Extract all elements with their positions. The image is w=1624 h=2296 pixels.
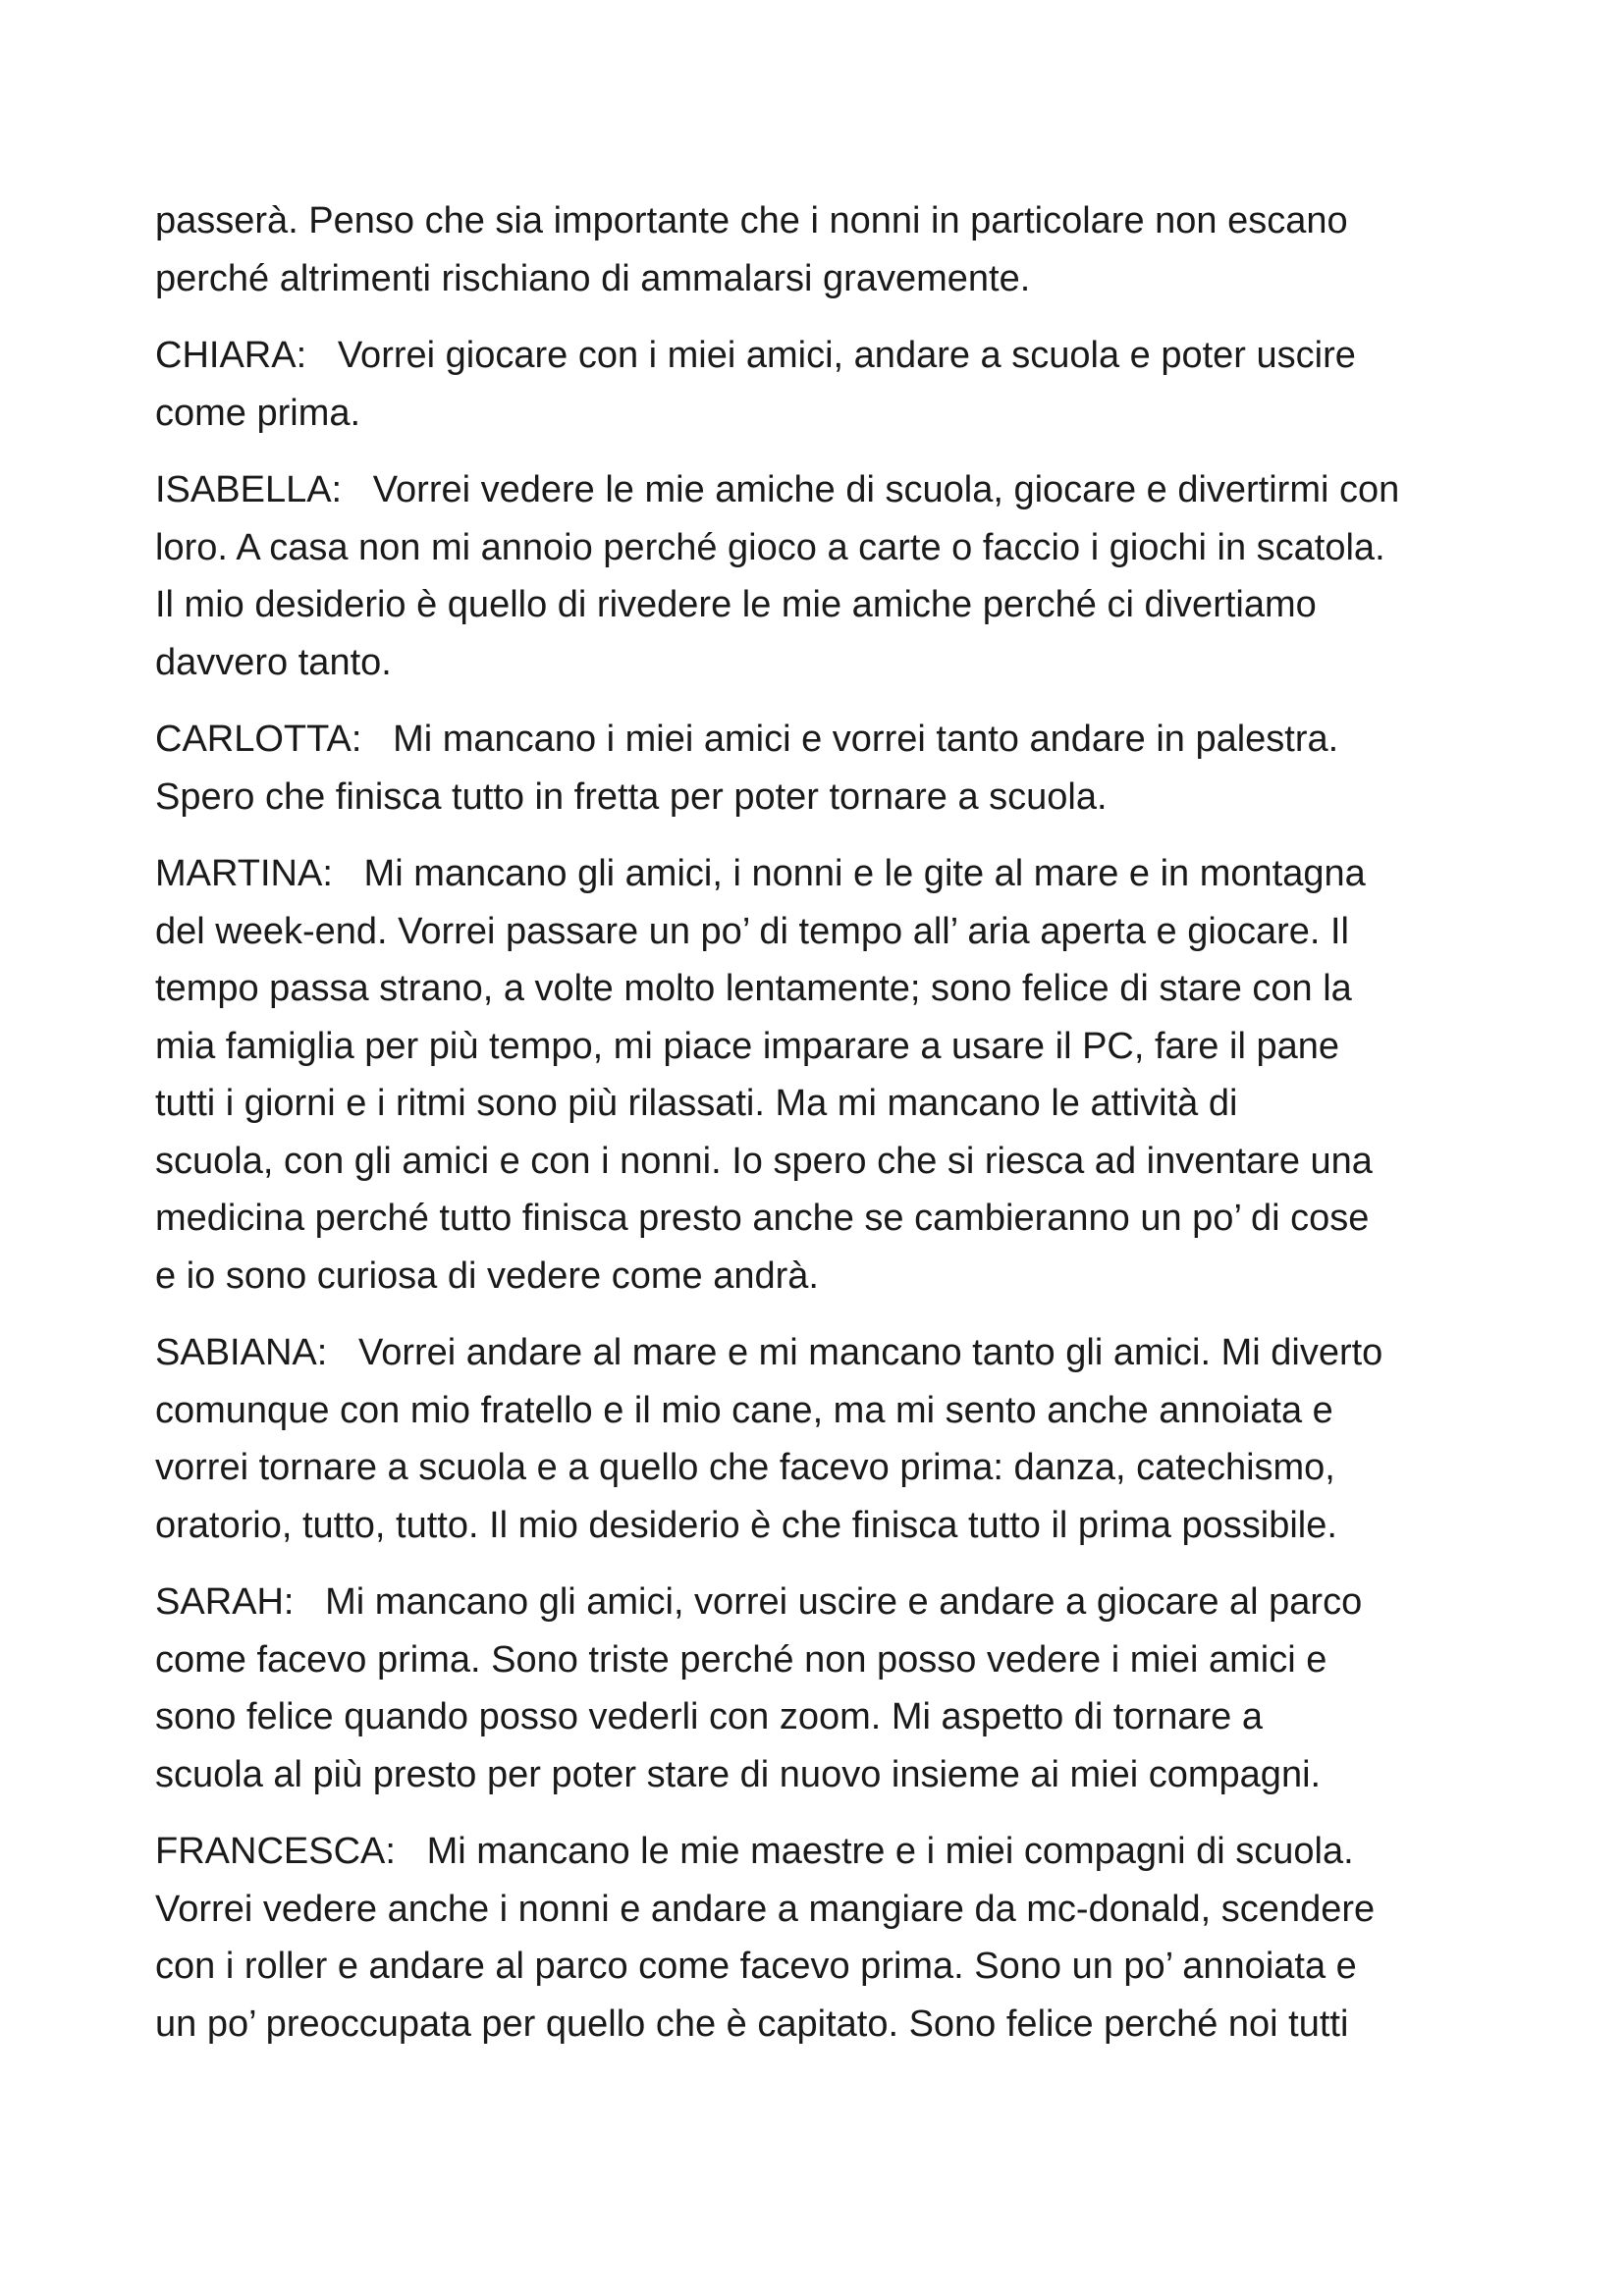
text-line (155, 461, 1490, 519)
speaker-name: FRANCESCA: (155, 1831, 427, 1872)
text-line (155, 385, 1490, 443)
line-text: scuola, con gli amici e con i nonni. Io spero che si riesca ad inventare una (155, 1140, 1373, 1182)
line-text: scuola al più presto per poter stare di nuovo insieme ai miei compagni. (155, 1753, 1322, 1795)
text-line (155, 1439, 1490, 1497)
text-line (155, 711, 1490, 769)
line-text: Mi mancano i miei amici e vorrei tanto andare in palestra. (393, 719, 1339, 760)
line-text: sono felice quando posso vederli con zoom. Mi aspetto di tornare a (155, 1696, 1263, 1737)
text-line (155, 960, 1490, 1018)
text-line (155, 1688, 1490, 1746)
text-line (155, 903, 1490, 961)
line-text: vorrei tornare a scuola e a quello che facevo prima: danza, catechismo, (155, 1447, 1335, 1488)
text-line (155, 1574, 1490, 1631)
line-text: con i roller e andare al parco come facevo prima. Sono un po’ annoiata e (155, 1946, 1357, 1987)
line-text: Spero che finisca tutto in fretta per poter tornare a scuola. (155, 775, 1108, 818)
testimony-paragraph (155, 845, 1490, 1305)
line-text: Vorrei vedere le mie amiche di scuola, giocare e divertirmi con (372, 469, 1400, 510)
line-text: Il mio desiderio è quello di rivedere le mie amiche perché ci divertiamo (155, 584, 1317, 625)
testimony-paragraph (155, 1574, 1490, 1803)
text-line (155, 576, 1490, 634)
line-text: davvero tanto. (155, 641, 392, 683)
line-text: come facevo prima. Sono triste perché non posso vedere i miei amici e (155, 1638, 1327, 1681)
text-line (155, 1382, 1490, 1440)
text-line (155, 1631, 1490, 1689)
line-text: come prima. (155, 392, 361, 434)
speaker-name: SABIANA: (155, 1332, 358, 1373)
text-line (155, 845, 1490, 903)
testimony-paragraph (155, 1823, 1490, 2053)
speaker-name: SARAH: (155, 1581, 326, 1623)
speaker-name: CARLOTTA: (155, 719, 394, 760)
text-line (155, 1497, 1490, 1555)
line-text: passerà. Penso che sia importante che i nonni in particolare non escano (155, 200, 1348, 241)
line-text: perché altrimenti rischiano di ammalarsi gravemente. (155, 257, 1031, 299)
line-text: Vorrei giocare con i miei amici, andare a scuola e poter uscire (337, 335, 1356, 376)
text-line (155, 1248, 1490, 1306)
line-text: tutti i giorni e i ritmi sono più rilassati. Ma mi mancano le attività di (155, 1083, 1238, 1124)
line-text: Mi mancano gli amici, vorrei uscire e andare a giocare al parco (325, 1581, 1363, 1623)
text-line (155, 250, 1490, 308)
line-text: Vorrei andare al mare e mi mancano tanto gli amici. Mi diverto (357, 1332, 1383, 1373)
line-text: comunque con mio fratello e il mio cane, ma mi sento anche annoiata e (155, 1389, 1333, 1431)
text-line (155, 192, 1490, 250)
speaker-name: MARTINA: (155, 853, 364, 894)
text-line (155, 327, 1490, 385)
line-text: mia famiglia per più tempo, mi piace imparare a usare il PC, fare il pane (155, 1025, 1339, 1067)
text-line (155, 1746, 1490, 1804)
speaker-name: CHIARA: (155, 335, 338, 376)
line-text: Mi mancano gli amici, i nonni e le gite al mare e in montagna (363, 853, 1366, 894)
line-text: tempo passa strano, a volte molto lentamente; sono felice di stare con la (155, 968, 1352, 1009)
line-text: Mi mancano le mie maestre e i miei compagni di scuola. (426, 1831, 1354, 1872)
text-line (155, 1075, 1490, 1133)
text-line (155, 769, 1490, 827)
text-line (155, 1823, 1490, 1881)
text-line (155, 519, 1490, 577)
testimony-paragraph (155, 461, 1490, 691)
testimony-paragraph (155, 1324, 1490, 1554)
line-text: e io sono curiosa di vedere come andrà. (155, 1255, 819, 1297)
line-text: loro. A casa non mi annoio perché gioco a carte o faccio i giochi in scatola. (155, 526, 1385, 568)
text-line (155, 1190, 1490, 1248)
text-line (155, 1996, 1490, 2054)
text-line (155, 1018, 1490, 1076)
line-text: un po’ preoccupata per quello che è capitato. Sono felice perché noi tutti (155, 2002, 1349, 2045)
text-line (155, 1881, 1490, 1939)
line-text: del week-end. Vorrei passare un po’ di tempo all’ aria aperta e giocare. Il (155, 910, 1349, 952)
testimony-paragraph (155, 711, 1490, 826)
line-text: Vorrei vedere anche i nonni e andare a mangiare da mc-donald, scendere (155, 1888, 1376, 1930)
text-line (155, 1133, 1490, 1191)
document-body (155, 192, 1490, 2072)
text-line (155, 1938, 1490, 1996)
text-line (155, 634, 1490, 692)
line-text: medicina perché tutto finisca presto anche se cambieranno un po’ di cose (155, 1198, 1370, 1239)
speaker-name: ISABELLA: (155, 469, 373, 510)
line-text: oratorio, tutto, tutto. Il mio desiderio è che finisca tutto il prima possibile. (155, 1504, 1337, 1546)
text-line (155, 1324, 1490, 1382)
testimony-paragraph (155, 327, 1490, 442)
testimony-paragraph (155, 192, 1490, 307)
